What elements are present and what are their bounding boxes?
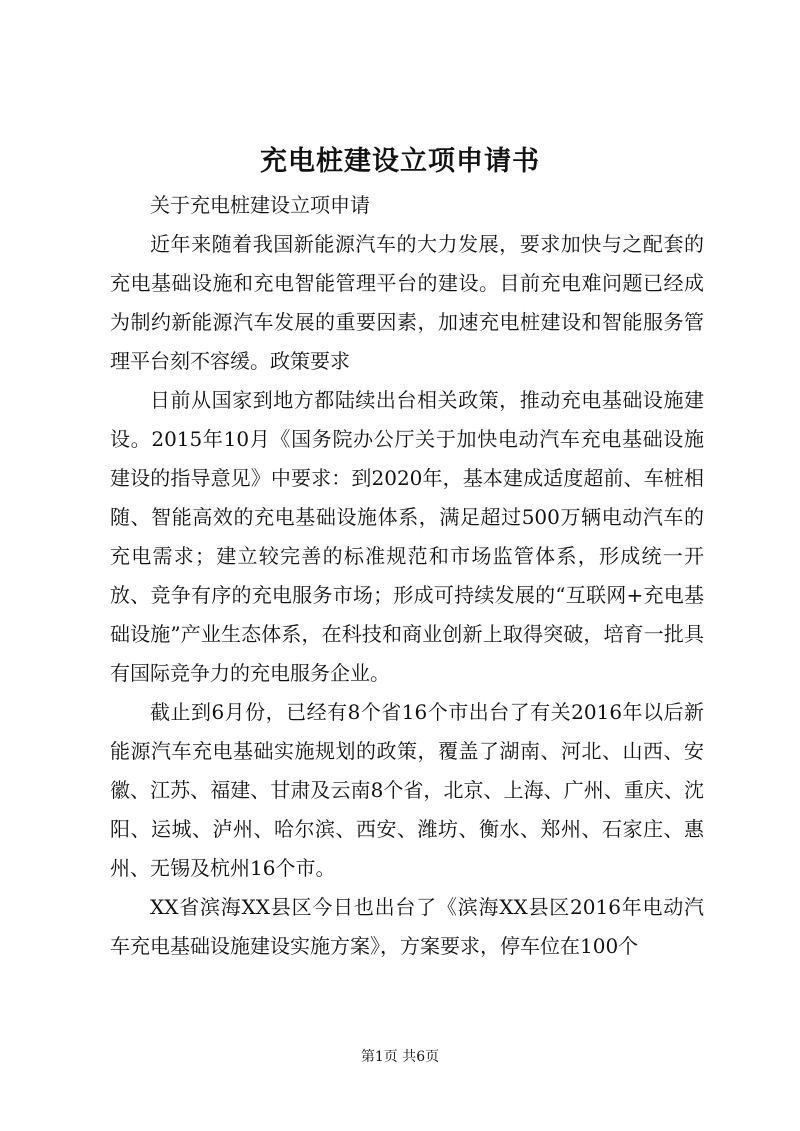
- page-number: 第1页 共6页: [360, 1049, 440, 1065]
- document-body: [110, 186, 704, 966]
- paragraph-local-plan: XX省滨海XX县区今日也出台了《滨海XX县区2016年电动汽车充电基础设施建设实施方案》，方案要求，停车位在100个: [110, 895, 704, 958]
- paragraph-background: 近年来随着我国新能源汽车的大力发展，要求加快与之配套的充电基础设施和充电智能管理平台的建设。目前充电难问题已经成为制约新能源汽车发展的重要因素，加速充电桩建设和智能服务管理平台刻不容缓。政策要求: [110, 232, 704, 373]
- paragraph-regions: 截止到6月份，已经有8个省16个市出台了有关2016年以后新能源汽车充电基础实施规划的政策，覆盖了湖南、河北、山西、安徽、江苏、福建、甘肃及云南8个省，北京、上海、广州、重庆、沈阳、运城、泸州、哈尔滨、西安、潍坊、衡水、郑州、石家庄、惠州、无锡及杭州16个市。: [110, 700, 704, 880]
- paragraph-subject: 关于充电桩建设立项申请: [150, 193, 370, 217]
- document-title: 充电桩建设立项申请书: [260, 146, 540, 177]
- paragraph-policy: 日前从国家到地方都陆续出台相关政策，推动充电基础设施建设。2015年10月《国务院办公厅关于加快电动汽车充电基础设施建设的指导意见》中要求：到2020年，基本建成适度超前、车桩相随、智能高效的充电基础设施体系，满足超过500万辆电动汽车的充电需求；建立较完善的标准规范和市场监管体系，形成统一开放、竞争有序的充电服务市场；形成可持续发展的“互联网+充电基础设施”产业生态体系，在科技和商业创新上取得突破，培育一批具有国际竞争力的充电服务企业。: [110, 388, 704, 685]
